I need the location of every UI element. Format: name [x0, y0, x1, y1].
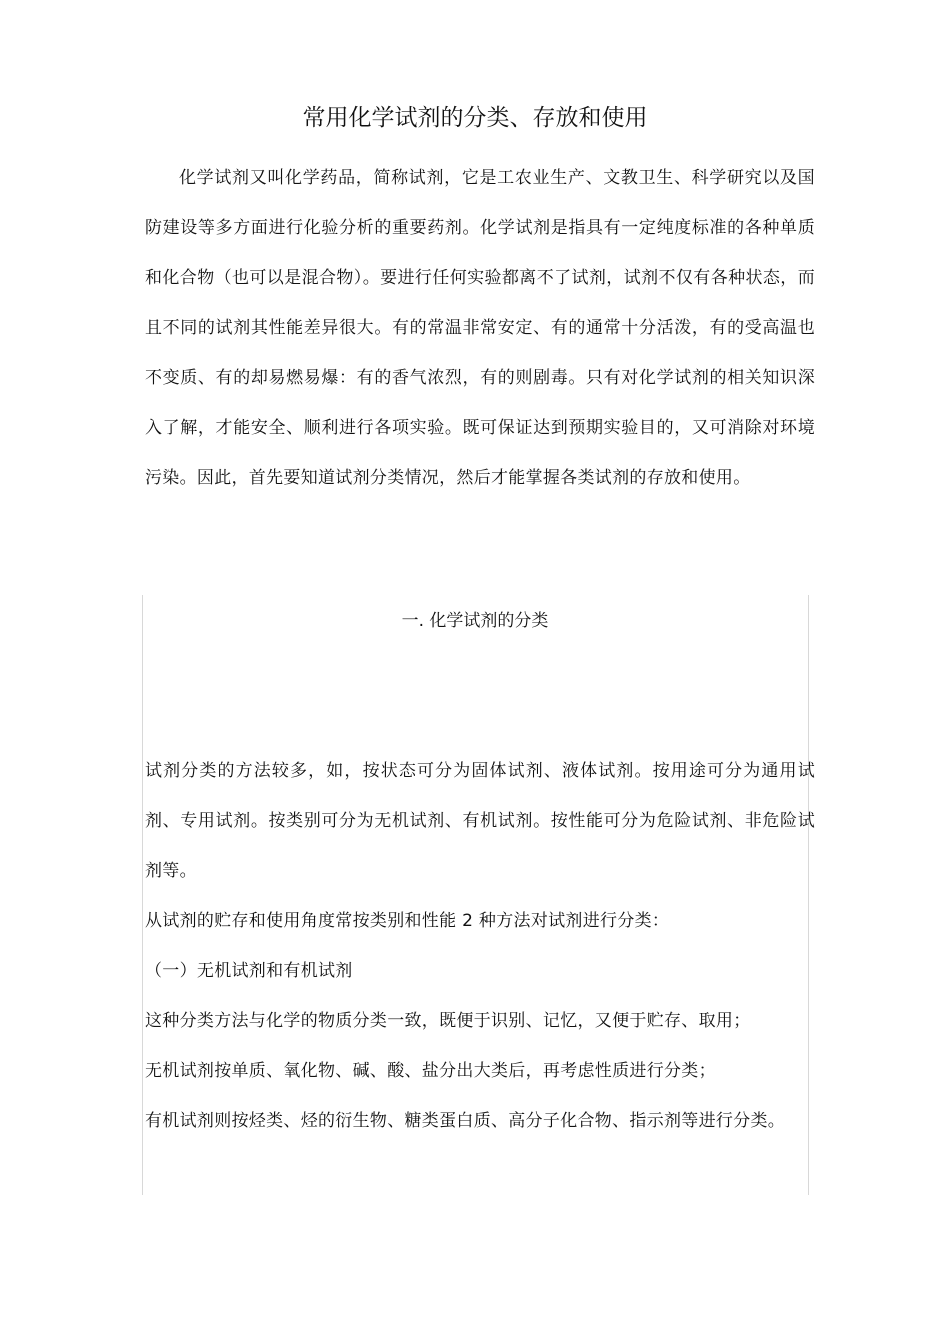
- subsection-heading: （一）无机试剂和有机试剂: [145, 961, 353, 981]
- classification-methods-paragraph: 试剂分类的方法较多，如，按状态可分为固体试剂、液体试剂。按用途可分为通用试剂、专用试剂。按类别可分为无机试剂、有机试剂。按性能可分为危险试剂、非危险试剂等。: [145, 761, 815, 881]
- method-description-paragraph: 这种分类方法与化学的物质分类一致，既便于识别、记忆，又便于贮存、取用；: [145, 1011, 751, 1031]
- inorganic-classification-paragraph: 无机试剂按单质、氧化物、碱、酸、盐分出大类后，再考虑性质进行分类；: [145, 1061, 716, 1081]
- organic-classification-paragraph: 有机试剂则按烃类、烃的衍生物、糖类蛋白质、高分子化合物、指示剂等进行分类。: [145, 1111, 786, 1131]
- section-heading: 一. 化学试剂的分类: [401, 611, 549, 631]
- section-body: [145, 746, 815, 1146]
- document-title: 常用化学试剂的分类、存放和使用: [302, 105, 648, 131]
- section-left-border: [142, 595, 143, 1195]
- intro-paragraph: 化学试剂又叫化学药品，简称试剂，它是工农业生产、文教卫生、科学研究以及国防建设等多方面进行化验分析的重要药剂。化学试剂是指具有一定纯度标准的各种单质和化合物（也可以是混合物）。要进行任何实验都离不了试剂，试剂不仅有各种状态，而且不同的试剂其性能差异很大。有的常温非常安定、有的通常十分活泼，有的受高温也不变质、有的却易燃易爆：有的香气浓烈，有的则剧毒。只有对化学试剂的相关知识深入了解，才能安全、顺利进行各项实验。既可保证达到预期实验目的，又可消除对环境污染。因此，首先要知道试剂分类情况，然后才能掌握各类试剂的存放和使用。: [145, 168, 815, 488]
- classification-basis-paragraph: 从试剂的贮存和使用角度常按类别和性能 2 种方法对试剂进行分类：: [145, 911, 670, 931]
